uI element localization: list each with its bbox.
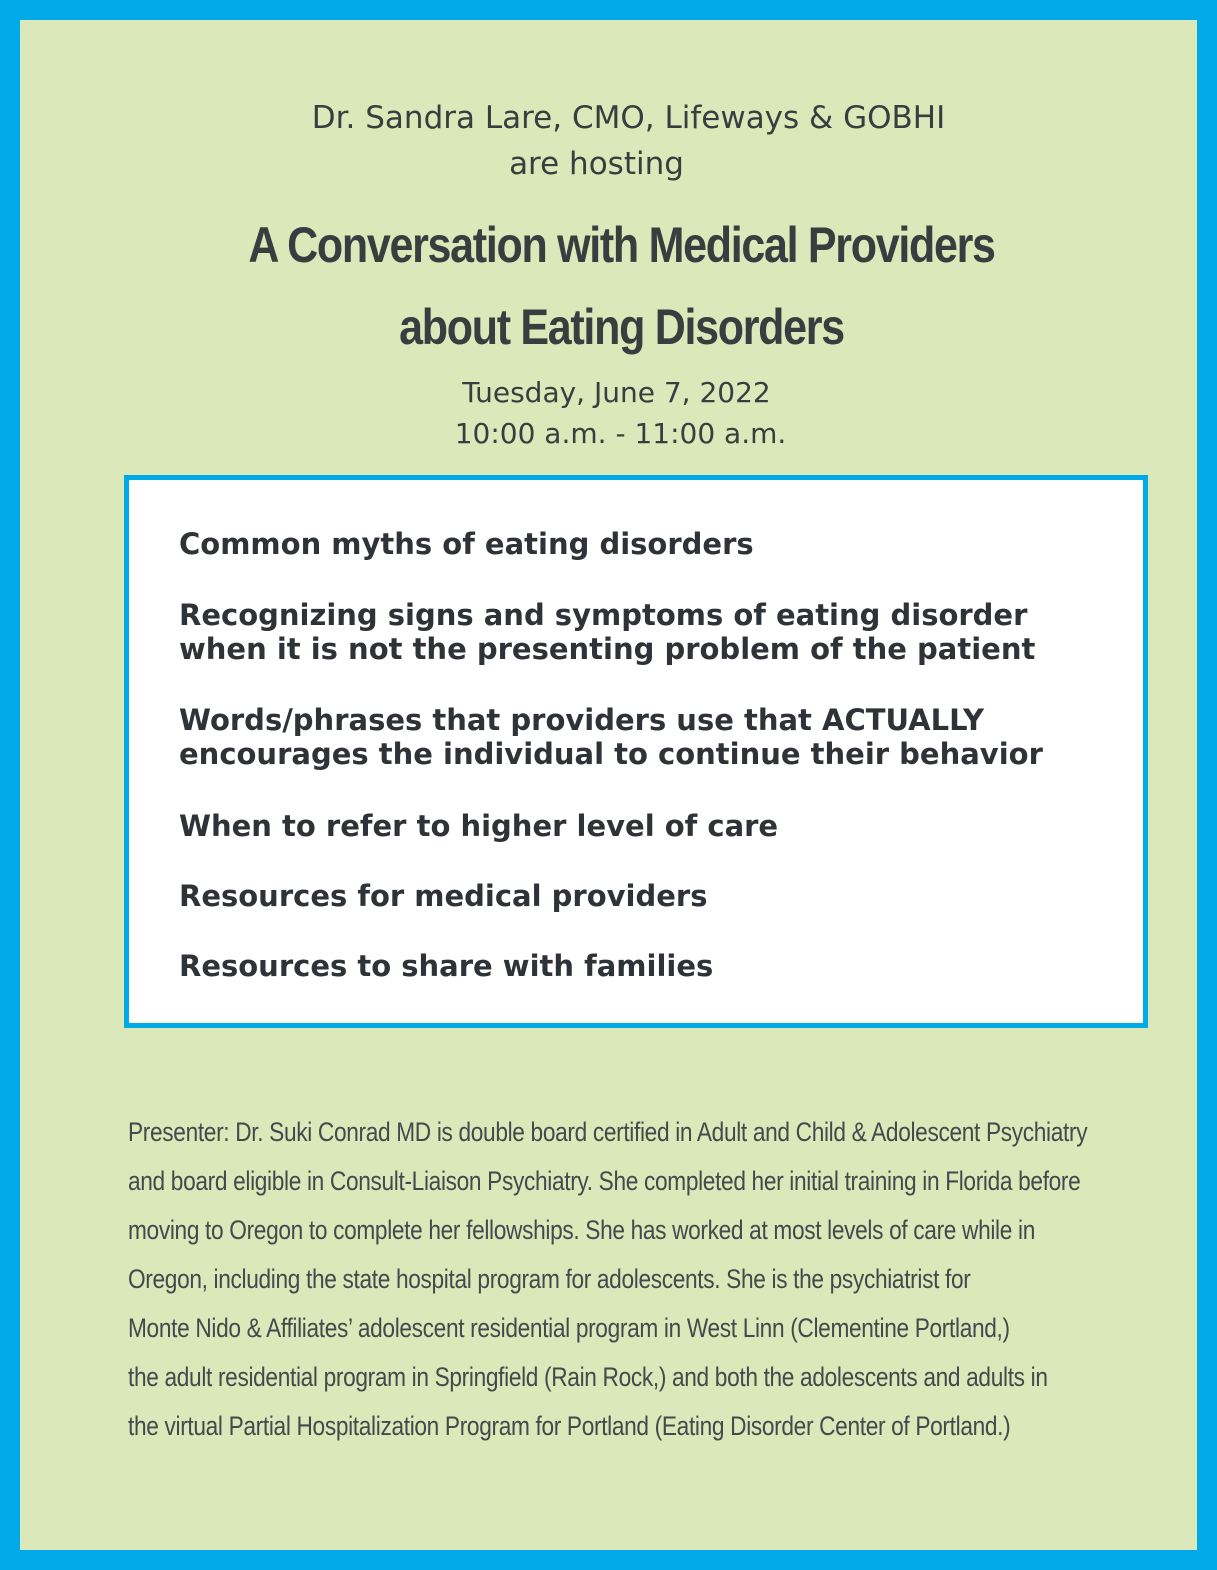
topic-item <box>179 703 1043 771</box>
host-line: Dr. Sandra Lare, CMO, Lifeways & GOBHI <box>311 100 946 136</box>
topic-line: Words/phrases that providers use that ACTUALLY <box>179 703 985 737</box>
presenter-bio-line: the virtual Partial Hospitalization Program for Portland (Eating Disorder Center of Portland.) <box>128 1411 1011 1441</box>
event-time: 10:00 a.m. - 11:00 a.m. <box>454 417 787 450</box>
event-date: Tuesday, June 7, 2022 <box>462 376 771 409</box>
presenter-bio-line: moving to Oregon to complete her fellowships. She has worked at most levels of care while in <box>128 1215 1035 1245</box>
topic-item <box>179 949 713 983</box>
topic-line: Recognizing signs and symptoms of eating disorder <box>179 598 1028 632</box>
presenter-bio-line: Oregon, including the state hospital program for adolescents. She is the psychiatrist for <box>128 1264 971 1294</box>
topic-item <box>179 527 754 561</box>
topic-item <box>179 598 1035 666</box>
event-title-line-2: about Eating Disorders <box>399 299 844 355</box>
presenter-bio-line: the adult residential program in Springfield (Rain Rock,) and both the adolescents and adults in <box>128 1362 1048 1392</box>
topic-line: Common myths of eating disorders <box>179 527 754 561</box>
topic-line: encourages the individual to continue their behavior <box>179 737 1043 771</box>
topic-item <box>179 809 778 843</box>
topics-box <box>124 475 1148 1028</box>
hosting-line: are hosting <box>509 146 684 182</box>
topic-line: When to refer to higher level of care <box>179 809 779 843</box>
presenter-bio-line: Presenter: Dr. Suki Conrad MD is double board certified in Adult and Child & Adolescent Psychiatry <box>128 1117 1088 1147</box>
topic-line: Resources to share with families <box>179 949 714 983</box>
presenter-bio-line: and board eligible in Consult-Liaison Psychiatry. She completed her initial training in Florida before <box>128 1166 1081 1196</box>
event-title-line-1: A Conversation with Medical Providers <box>248 217 995 273</box>
topic-line: Resources for medical providers <box>179 879 708 913</box>
topic-line: when it is not the presenting problem of the patient <box>179 632 1036 666</box>
presenter-bio-line: Monte Nido & Affiliates’ adolescent residential program in West Linn (Clementine Portland,) <box>128 1313 1010 1343</box>
presenter-bio <box>128 1108 1168 1451</box>
topic-item <box>179 879 708 913</box>
